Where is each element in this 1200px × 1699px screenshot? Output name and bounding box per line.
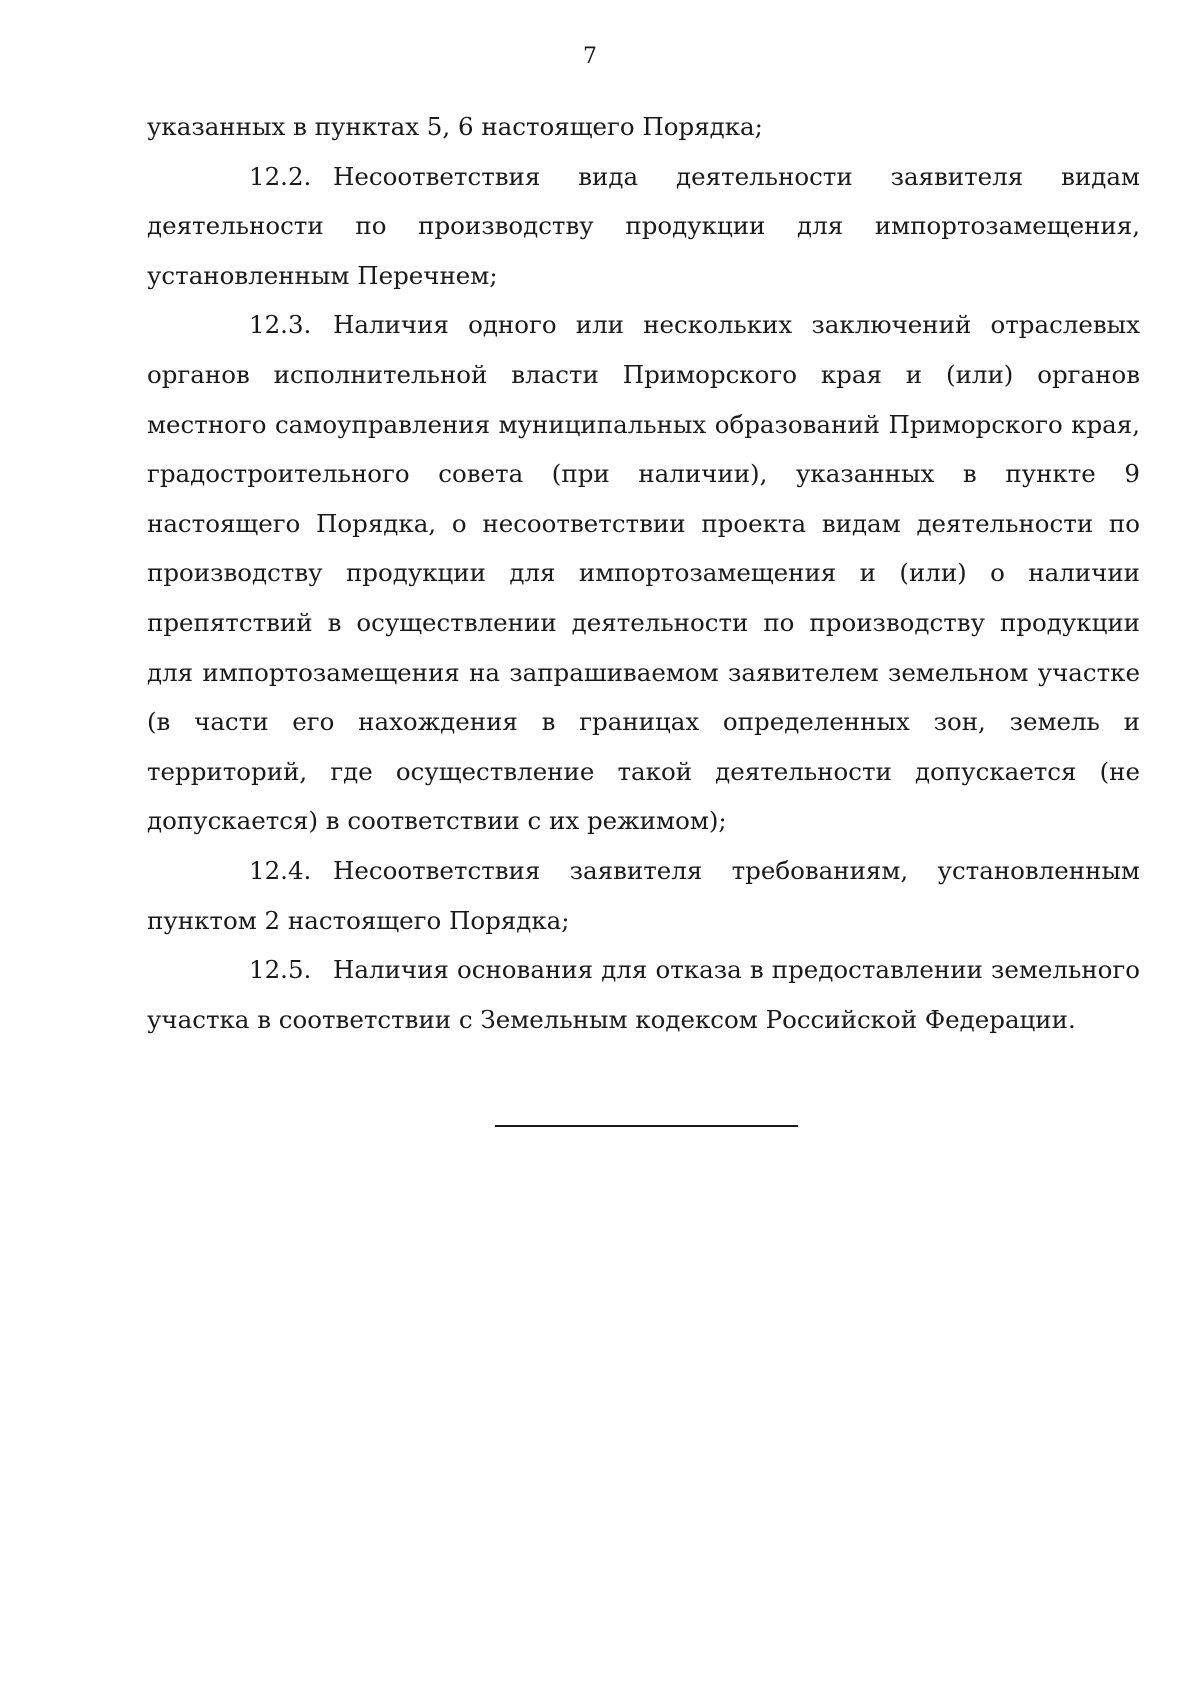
paragraph-text: Несоответствия заявителя требованиям, установленным пунктом 2 настоящего Порядка;	[147, 855, 1140, 935]
paragraph-number: 12.4.	[249, 855, 312, 885]
paragraph-text: указанных в пунктах 5, 6 настоящего Порядка;	[147, 112, 763, 141]
paragraph-continuation	[147, 102, 1140, 152]
paragraph-number: 12.2.	[249, 161, 312, 191]
paragraph-12-5	[147, 945, 1140, 1044]
paragraph-12-3	[147, 300, 1140, 846]
document-body	[147, 102, 1140, 1044]
paragraph-text: Наличия основания для отказа в предоставлении земельного участка в соответствии с Земельным кодексом Российской Федерации.	[147, 955, 1140, 1034]
paragraph-text: Наличия одного или нескольких заключений отраслевых органов исполнительной власти Приморского края и (или) органов местного самоуправления муниципальных образований Приморского края, градостроительного совета (при наличии), указанных в пункте 9 настоящего Порядка, о несоответствии проекта видам деятельности по производству продукции для импортозамещения и (или) о наличии препятствий в осуществлении деятельности по производству продукции для импортозамещения на запрашиваемом заявителем земельном участке (в части его нахождения в границах определенных зон, земель и территорий, где осуществление такой деятельности допускается (не допускается) в соответствии с их режимом);	[147, 310, 1140, 836]
page-number: 7	[583, 44, 597, 69]
paragraph-number: 12.5.	[249, 955, 312, 985]
end-of-document-rule	[495, 1125, 798, 1127]
paragraph-text: Несоответствия вида деятельности заявителя видам деятельности по производству продукции для импортозамещения, установленным Перечнем;	[147, 161, 1140, 290]
paragraph-12-4	[147, 846, 1140, 945]
paragraph-12-2	[147, 152, 1140, 301]
paragraph-number: 12.3.	[249, 310, 312, 340]
